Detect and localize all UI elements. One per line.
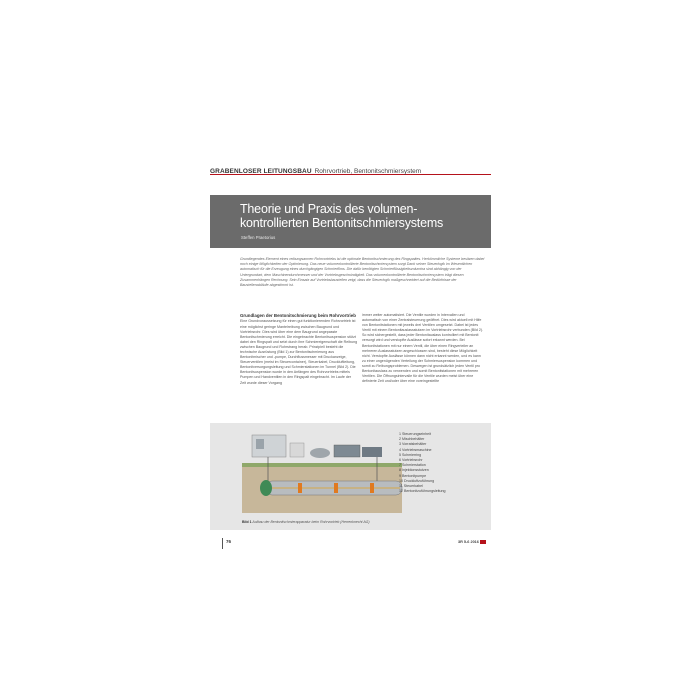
article-author: Steffen Praetorius (241, 235, 276, 240)
legend-item: 8 Injektionsstutzen (399, 468, 429, 473)
section-heading: Grundlagen der Bentonitschmierung beim Rohrvortrieb (240, 313, 356, 318)
figure-caption (242, 520, 370, 524)
brand-label: 3R 5-6 2016 (458, 540, 479, 544)
caption-label: Bild 1 (242, 520, 252, 524)
tunnel-boring-machine (260, 480, 272, 496)
legend-item: 5 Schmierring (399, 452, 422, 457)
container-window (256, 439, 264, 449)
text-column-left (240, 313, 358, 386)
article-intro: Grundlegendes Element eines reibungsarmen Rohrvortriebs ist die optimale Bentonitschmierung des Ringspaltes. Herkömmliche Systeme besitzen dabei noch einige Möglichkeiten der Optimierung. Das neue volumenkontrollierte Bentonitschmiersystem sorgt Dank seiner Steuerlogik im Wesentlichen automatisch für die Erzeugung eines durchgängigen Schmierfilms. Die dafür benötigten Schmierflüssigkeitsvolumina sind abhängig von der Untergrundart, dem Maschinendurchmesser und der Vortriebsgeschwindigkeit. Das volumenkontrollierte Bentonitschmiersystem trägt diesen Zusammenhängen Rechnung. Sein Einsatz auf Vortriebsbaustellen zeigt, dass die Steuerlogik maßgeschneidert auf die Bedürfnisse der Baustellenabläufe abgestimmt ist. (240, 257, 485, 288)
section-label: GRABENLOSER LEITUNGSBAU (210, 168, 312, 175)
legend-item: 12 Bentonitzuführungsleitung (399, 489, 446, 494)
title-band (210, 195, 491, 248)
text-column-right (362, 313, 484, 384)
caption-text: Aufbau der Bentonitschmierapparatur beim Rohrvortrieb (Herrenknecht AG) (252, 520, 370, 524)
article-title: Theorie und Praxis des volumen-kontrollierten Bentonitschmiersystems (240, 202, 444, 230)
mixing-tank (290, 443, 304, 457)
body-text-left: Eine Grundvoraussetzung für einen gut funktionierenden Rohrvortrieb ist eine möglichst geringe Mantelreibung zwischen Baugrund und Vortriebsrohr. Dies wird über eine dem Baugrund angepasste Bentonitschmierung erreicht. Die eingebrachte Bentonitsuspension stützt dabei den Ringspalt und setzt durch ihre Schmiereigenschaft die Reibung zwischen Baugrund und Rohrstrang herab. Prinzipiell besteht die technische Ausrüstung (Bild 1) zur Bentonitschmierung aus Bentonitmischer und -pumpe, Durchflussmesser mit Druckanzeige, Steuerventilen (meist im Steuercontainer), Steuerkabel, Druckluftleitung, Bentonitversorgungsleitung und Schmierstationen im Tunnel (Bild 2). Die Bentonitsuspension wurde in den Anfängen des Rohrvortriebs mittels Pumpen und Handventilen in den Ringspalt eingebracht. Im Laufe der Zeit wurde dieser Vorgang (240, 319, 358, 385)
legend-item: 3 Vorratsbehälter (399, 442, 427, 447)
legend-item: 9 Bentonitpumpe (399, 473, 427, 478)
section-header (210, 160, 491, 175)
lubrication-station-3 (370, 483, 374, 493)
legend-item: 2 Mischbehälter (399, 437, 425, 442)
lubrication-station-2 (334, 483, 338, 493)
subsection-label: Rohrvortrieb, Bentonitschmiersystem (314, 168, 422, 175)
pump-unit-2 (362, 447, 382, 457)
legend-item: 7 Schmierstation (399, 463, 426, 468)
brand-logo-icon (480, 540, 486, 544)
page-number: 76 (226, 539, 232, 544)
legend-item: 10 Druckluftzuführung (399, 478, 435, 483)
legend-item: 1 Steuerungseinheit (399, 432, 431, 436)
legend-item: 6 Vortriebsrohr (399, 458, 423, 463)
pump-unit (334, 445, 360, 457)
legend-item: 4 Vortriebsmaschine (399, 447, 432, 452)
legend-item: 11 Steuerkabel (399, 484, 423, 489)
storage-tank (310, 448, 330, 458)
grass-strip (242, 463, 402, 467)
body-text-right: immer weiter automatisiert. Die Ventile wurden in Intervallen und automatisch von einer Zentralsteuerung geöffnet. Dies wird aktuell mit Hilfe von Bentonitstationen mit jeweils drei Ventilen umgesetzt. Dabei ist jedes Ventil mit einem Bentonitauslassstutzen im Vortriebsrohr verbunden (Bild 2). So wird sichergestellt, dass jeder Bentonitauslass kontrolliert mit Bentonit versorgt wird und verstopfte Auslässe sofort erkannt werden. Bei Bentonitstationen mit nur einem Ventil, die über einen Ringverteiler an mehreren Auslassstutzen angeschlossen sind, besteht diese Möglichkeit nicht. Verstopfte Auslässe können dann nicht erkannt werden, und es kann zu einer ungenügenden Verteilung der Schmiersuspension kommen und somit zu Reibungsproblemen. Deswegen ist grundsätzlich jeden Ventil pro Bentonitauslass zu verwenden und somit Bentonitstationen mit mehreren Ventilen. Die Öffnungsintervalle für die Ventile wurden meist über eine definierte Zeit und/oder über eine voreingestellte (362, 313, 484, 384)
figure-legend (399, 432, 487, 494)
figure-panel (210, 423, 491, 530)
lubrication-station-1 (298, 483, 302, 493)
footer-divider (222, 538, 223, 549)
journal-brand (458, 540, 486, 544)
